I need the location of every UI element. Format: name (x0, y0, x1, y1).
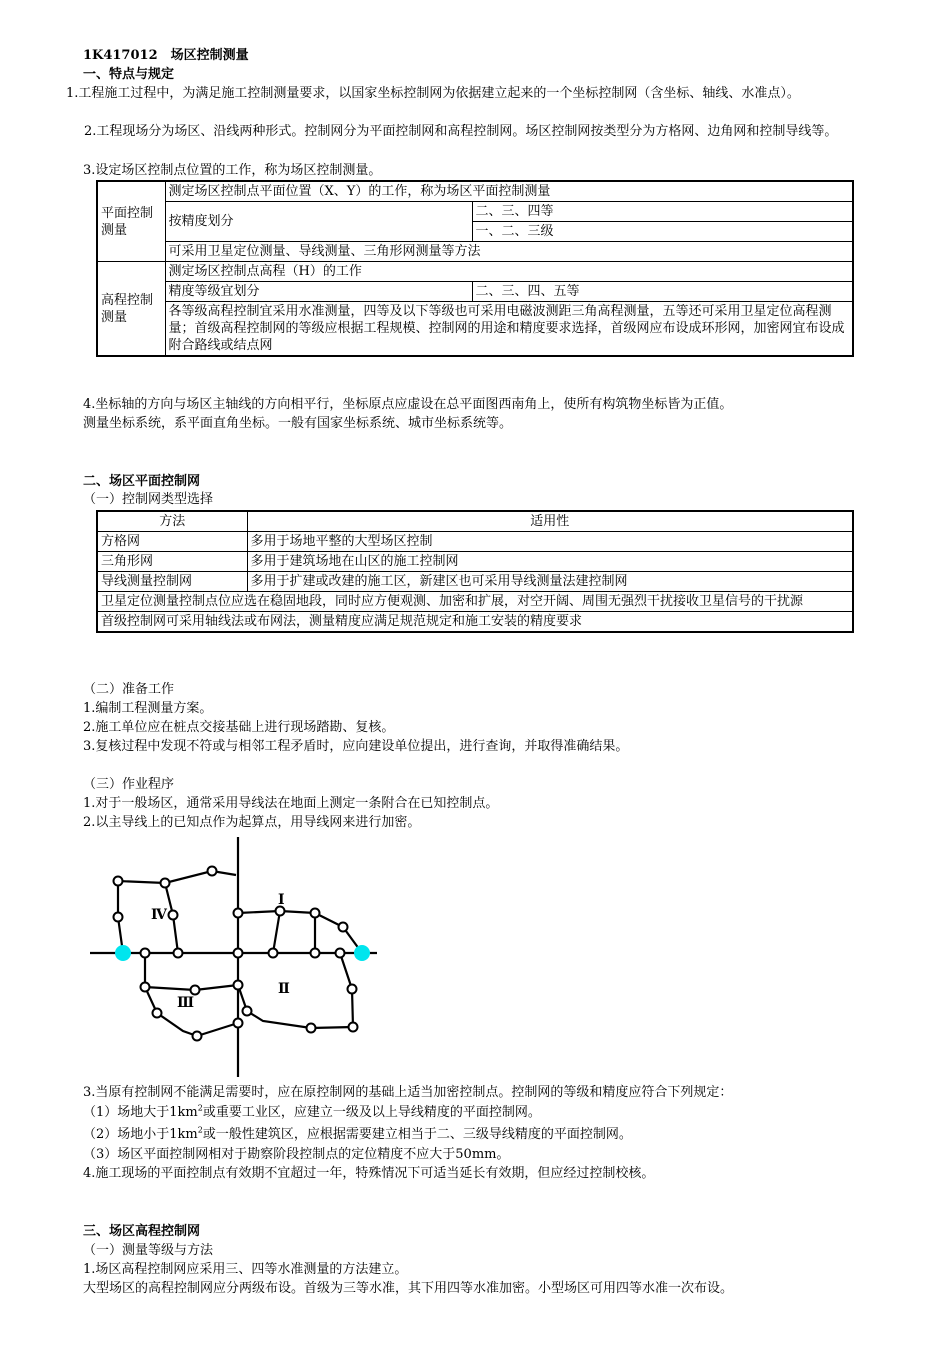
prep-item-2: 2.施工单位应在桩点交接基础上进行现场踏勘、复核。 (83, 720, 395, 735)
plane-precision-label: 按精度划分 (165, 202, 472, 242)
plane-control-label: 平面控制测量 (97, 181, 165, 262)
region-label-ii: Ⅱ (278, 981, 290, 997)
known-point-west (115, 945, 131, 961)
prep-item-1: 1.编制工程测量方案。 (83, 701, 213, 716)
known-point-east (354, 945, 370, 961)
superscript: 2 (197, 1103, 203, 1113)
section-code-title: 1K417012 场区控制测量 (83, 48, 249, 63)
plane-grade-2: 一、二、三级 (472, 222, 853, 242)
para-densify: 3.当原有控制网不能满足需要时，应在原控制网的基础上适当加密控制点。控制网的等级和精度应符合下列规定： (83, 1085, 733, 1100)
rule-1-start: （1）场地大于1km (83, 1105, 198, 1120)
rule-3: （3）场区平面控制网相对于勘察阶段控制点的定位精度不应大于50mm。 (83, 1147, 510, 1162)
para-3: 3.设定场区控制点位置的工作，称为场区控制测量。 (83, 163, 382, 178)
elevation-control-definition: 测定场区控制点高程（H）的工作 (165, 262, 853, 282)
region-label-i: Ⅰ (278, 892, 285, 908)
rule-2-start: （2）场地小于1km (83, 1127, 198, 1142)
rule-2-end: 或一般性建筑区，应根据需要建立相当于二、三级导线精度的平面控制网。 (202, 1127, 632, 1142)
table-row (97, 572, 853, 592)
plane-control-definition: 测定场区控制点平面位置（X、Y）的工作，称为场区平面控制测量 (165, 181, 853, 202)
use-cell: 多用于场地平整的大型场区控制 (247, 532, 853, 552)
para-2: 2.工程现场分为场区、沿线两种形式。控制网分为平面控制网和高程控制网。场区控制网按类型分为方格网、边角网和控制导线等。 (84, 124, 838, 139)
use-cell: 多用于扩建或改建的施工区，新建区也可采用导线测量法建控制网 (247, 572, 853, 592)
region-label-iv: Ⅳ (151, 907, 167, 923)
heading-plane-network: 二、场区平面控制网 (83, 474, 201, 489)
prep-item-3: 3.复核过程中发现不符或与相邻工程矛盾时，应向建设单位提出，进行查询，并取得准确结果。 (83, 739, 629, 754)
elev-para-1: 1.场区高程控制网应采用三、四等水准测量的方法建立。 (83, 1262, 408, 1277)
sub-preparation: （二）准备工作 (83, 682, 175, 697)
method-cell: 方格网 (97, 532, 247, 552)
elevation-control-label: 高程控制测量 (97, 262, 165, 357)
para-1: 1.工程施工过程中，为满足施工控制测量要求，以国家坐标控制网为依据建立起来的一个坐标控制网（含坐标、轴线、水准点）。 (66, 86, 800, 101)
elev-para-2: 大型场区的高程控制网应分两级布设。首级为三等水准，其下用四等水准加密。小型场区可用四等水准一次布设。 (83, 1281, 734, 1296)
network-type-table (96, 510, 854, 633)
sub-procedure: （三）作业程序 (83, 777, 175, 792)
traverse-network-diagram (85, 835, 385, 1080)
rule-1-end: 或重要工业区，应建立一级及以上导线精度的平面控制网。 (202, 1105, 541, 1120)
header-applicability: 适用性 (247, 511, 853, 532)
proc-item-2: 2.以主导线上的已知点作为起算点，用导线网来进行加密。 (83, 815, 421, 830)
rule-2 (83, 1126, 895, 1143)
sub-grade-method: （一）测量等级与方法 (83, 1243, 214, 1258)
sub-network-type: （一）控制网类型选择 (83, 492, 214, 507)
region-label-iii: Ⅲ (177, 995, 195, 1011)
primary-network-note: 首级控制网可采用轴线法或布网法，测量精度应满足规范规定和施工安装的精度要求 (97, 612, 853, 633)
table-row (97, 552, 853, 572)
proc-item-1: 1.对于一般场区，通常采用导线法在地面上测定一条附合在已知控制点。 (83, 796, 499, 811)
rule-1 (83, 1104, 895, 1121)
para-4: 4.坐标轴的方向与场区主轴线的方向相平行，坐标原点应虚设在总平面图西南角上，使所有构筑物坐标皆为正值。 (83, 397, 733, 412)
method-cell: 三角形网 (97, 552, 247, 572)
elevation-note: 各等级高程控制宜采用水准测量，四等及以下等级也可采用电磁波测距三角高程测量，五等还可采用卫星定位高程测量；首级高程控制网的等级应根据工程规模、控制网的用途和精度要求选择，首级网应布设成环形网，加密网宜布设成附合路线或结点网 (165, 302, 853, 357)
plane-grade-1: 二、三、四等 (472, 202, 853, 222)
header-method: 方法 (97, 511, 247, 532)
heading-features: 一、特点与规定 (83, 67, 175, 82)
elevation-precision-label: 精度等级宜划分 (165, 282, 472, 302)
gnss-note: 卫星定位测量控制点位应选在稳固地段，同时应方便观测、加密和扩展，对空开阔、周围无强烈干扰接收卫星信号的干扰源 (97, 592, 853, 612)
heading-elevation-network: 三、场区高程控制网 (83, 1224, 201, 1239)
plane-methods: 可采用卫星定位测量、导线测量、三角形网测量等方法 (165, 242, 853, 262)
superscript: 2 (197, 1125, 203, 1135)
method-cell: 导线测量控制网 (97, 572, 247, 592)
elevation-grades: 二、三、四、五等 (472, 282, 853, 302)
para-validity: 4.施工现场的平面控制点有效期不宜超过一年，特殊情况下可适当延长有效期，但应经过控制校核。 (83, 1166, 655, 1181)
table-row (97, 532, 853, 552)
para-5: 测量坐标系统，系平面直角坐标。一般有国家坐标系统、城市坐标系统等。 (83, 416, 513, 431)
use-cell: 多用于建筑场地在山区的施工控制网 (247, 552, 853, 572)
control-survey-table (96, 180, 854, 357)
